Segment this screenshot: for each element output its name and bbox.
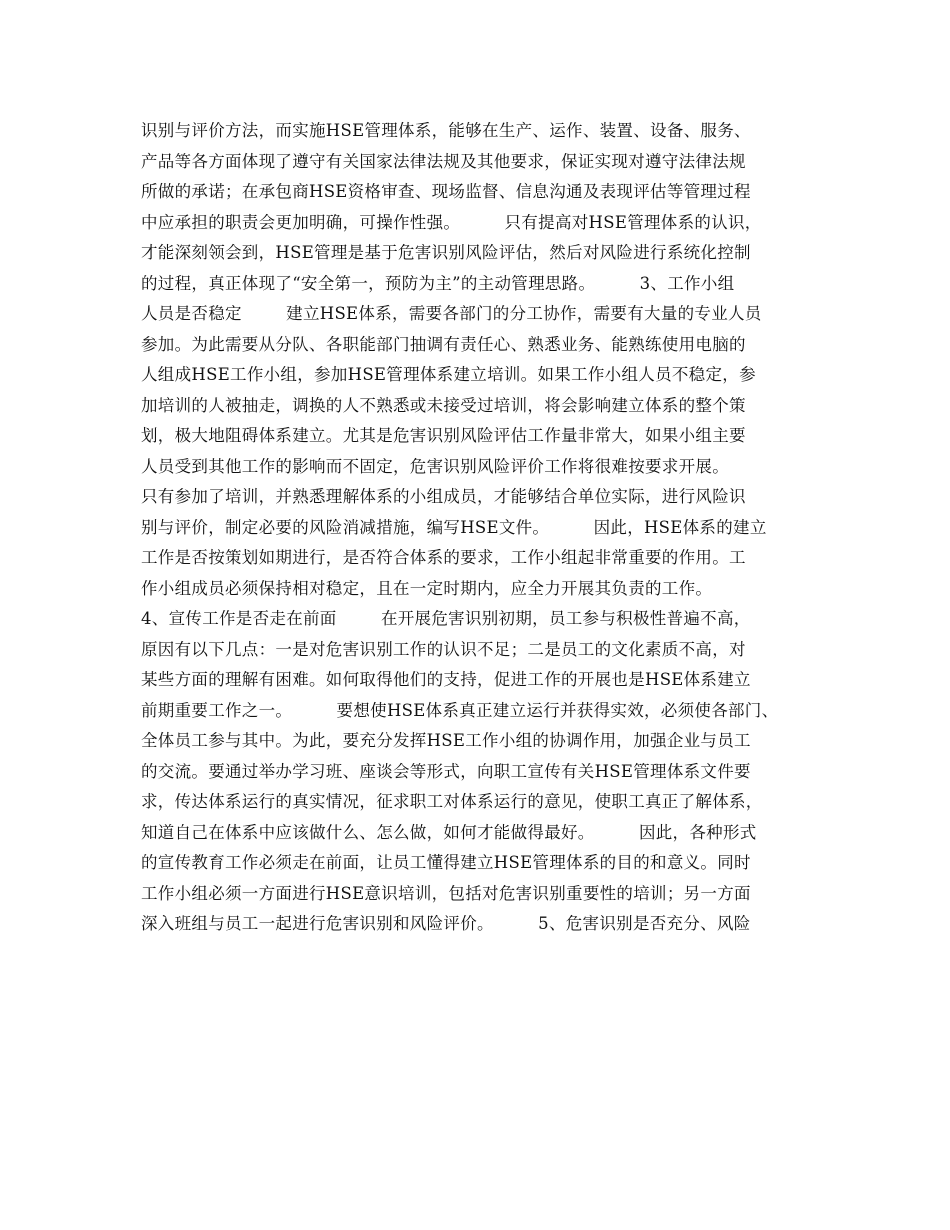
- text-line: 参加。为此需要从分队、各职能部门抽调有责任心、熟悉业务、能熟练使用电脑的: [141, 334, 746, 354]
- text-line: 产品等各方面体现了遵守有关国家法律法规及其他要求，保证实现对遵守法律法规: [141, 151, 746, 171]
- text-line: 所做的承诺；在承包商HSE资格审查、现场监督、信息沟通及表现评估等管理过程: [141, 182, 751, 201]
- body-text: [141, 116, 841, 940]
- text-line: 的交流。要通过举办学习班、座谈会等形式，向职工宣传有关HSE管理体系文件要: [141, 761, 751, 781]
- text-line: 人员受到其他工作的影响而不固定，危害识别风险评价工作将很难按要求开展。: [141, 456, 729, 476]
- text-line: 前期重要工作之一。 要想使HSE体系真正建立运行并获得实效，必须使各部门、: [141, 700, 779, 720]
- text-line: 某些方面的理解有困难。如何取得他们的支持，促进工作的开展也是HSE体系建立: [141, 670, 751, 689]
- text-line: 才能深刻领会到，HSE管理是基于危害识别风险评估，然后对风险进行系统化控制: [141, 243, 751, 262]
- text-line: 全体员工参与其中。为此，要充分发挥HSE工作小组的协调作用，加强企业与员工: [141, 731, 751, 750]
- text-line: 原因有以下几点：一是对危害识别工作的认识不足；二是员工的文化素质不高，对: [141, 639, 746, 659]
- text-line: 的宣传教育工作必须走在前面，让员工懂得建立HSE管理体系的目的和意义。同时: [141, 853, 751, 872]
- text-line: 求，传达体系运行的真实情况，征求职工对体系运行的意见，使职工真正了解体系，: [141, 792, 763, 811]
- text-line: 作小组成员必须保持相对稳定，且在一定时期内，应全力开展其负责的工作。: [141, 578, 713, 598]
- text-line: 人组成HSE工作小组，参加HSE管理体系建立培训。如果工作小组人员不稳定，参: [141, 365, 756, 384]
- text-line: 别与评价，制定必要的风险消减措施，编写HSE文件。 因此，HSE体系的建立: [141, 517, 767, 537]
- text-line: 4、宣传工作是否走在前面 在开展危害识别初期，员工参与积极性普遍不高，: [141, 609, 751, 628]
- text-line: 只有参加了培训，并熟悉理解体系的小组成员，才能够结合单位实际，进行风险识: [141, 487, 746, 506]
- text-line: 深入班组与员工一起进行危害识别和风险评价。 5、危害识别是否充分、风险: [141, 914, 751, 933]
- text-line: 识别与评价方法，而实施HSE管理体系，能够在生产、运作、装置、设备、服务、: [141, 121, 751, 140]
- text-line: 的过程，真正体现了“安全第一，预防为主”的主动管理思路。 3、工作小组: [141, 273, 735, 293]
- text-line: 工作是否按策划如期进行，是否符合体系的要求，工作小组起非常重要的作用。工: [141, 548, 746, 567]
- text-line: 知道自己在体系中应该做什么、怎么做，如何才能做得最好。 因此，各种形式: [141, 822, 757, 842]
- text-line: 工作小组必须一方面进行HSE意识培训，包括对危害识别重要性的培训；另一方面: [141, 883, 751, 903]
- text-line: 人员是否稳定 建立HSE体系，需要各部门的分工协作，需要有大量的专业人员: [141, 304, 762, 323]
- text-line: 加培训的人被抽走，调换的人不熟悉或未接受过培训，将会影响建立体系的整个策: [141, 395, 746, 415]
- text-line: 中应承担的职责会更加明确，可操作性强。 只有提高对HSE管理体系的认识，: [141, 212, 762, 232]
- text-line: 划，极大地阻碍体系建立。尤其是危害识别风险评估工作量非常大，如果小组主要: [141, 426, 746, 445]
